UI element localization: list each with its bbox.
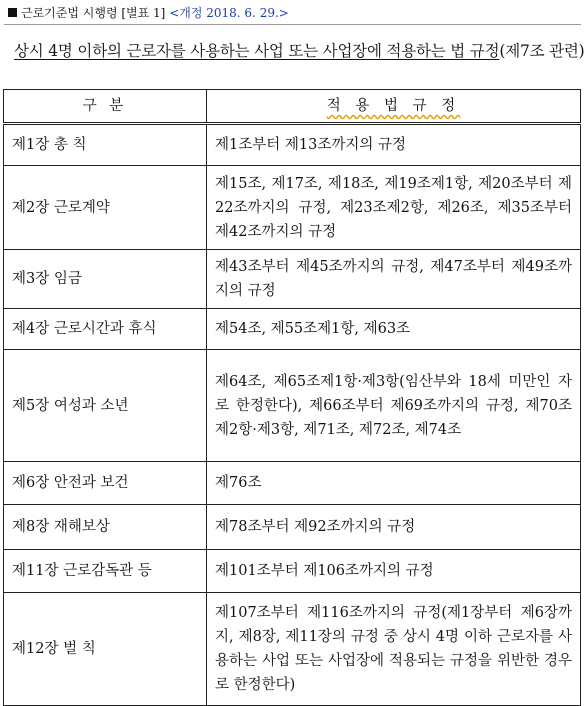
articles-cell: 제76조 [207,462,581,505]
law-label: 근로기준법 시행령 [별표 1] [21,6,166,20]
chapter-cell: 제8장 재해보상 [4,505,207,550]
table-row [4,250,581,309]
table-row [4,350,581,462]
revision-date: <개정 2018. 6. 29.> [169,6,289,20]
table-row [4,166,581,250]
table-row [4,124,581,166]
applicable-provisions-table [3,89,581,706]
table-row [4,462,581,505]
chapter-cell: 제3장 임금 [4,250,207,309]
column-header-provisions-text: 적 용 법 규 정 [326,98,461,114]
chapter-cell: 제11장 근로감독관 등 [4,550,207,593]
title-related: (제7조 관련) [499,42,585,60]
articles-cell: 제43조부터 제45조까지의 규정, 제47조부터 제49조까지의 규정 [207,250,581,309]
page-title [14,40,585,62]
table-row [4,593,581,706]
chapter-cell: 제5장 여성과 소년 [4,350,207,462]
articles-cell: 제54조, 제55조제1항, 제63조 [207,309,581,350]
articles-cell: 제101조부터 제106조까지의 규정 [207,550,581,593]
chapter-cell: 제4장 근로시간과 휴식 [4,309,207,350]
table-row [4,505,581,550]
header-divider [4,24,581,25]
chapter-cell: 제12장 벌 칙 [4,593,207,706]
column-header-provisions [207,90,581,124]
column-header-category: 구 분 [4,90,207,124]
chapter-cell: 제6장 안전과 보건 [4,462,207,505]
table-row [4,550,581,593]
articles-cell: 제78조부터 제92조까지의 규정 [207,505,581,550]
black-square-icon [8,8,17,17]
articles-cell: 제15조, 제17조, 제18조, 제19조제1항, 제20조부터 제22조까지의 규정, 제23조제2항, 제26조, 제35조부터 제42조까지의 규정 [207,166,581,250]
articles-cell: 제107조부터 제116조까지의 규정(제1장부터 제6장까지, 제8장, 제11장의 규정 중 상시 4명 이하 근로자를 사용하는 사업 또는 사업장에 적용되는 규정을 위반한 경우로 한정한다) [207,593,581,706]
chapter-cell: 제2장 근로계약 [4,166,207,250]
articles-cell: 제1조부터 제13조까지의 규정 [207,124,581,166]
table-row [4,309,581,350]
table-header-row [4,90,581,124]
document-header [8,5,289,21]
title-main: 상시 4명 이하의 근로자를 사용하는 사업 또는 사업장에 적용하는 법 규정 [14,42,500,60]
chapter-cell: 제1장 총 칙 [4,124,207,166]
articles-cell: 제64조, 제65조제1항·제3항(임산부와 18세 미만인 자로 한정한다), 제66조부터 제69조까지의 규정, 제70조제2항·제3항, 제71조, 제72조, 제74조 [207,350,581,462]
